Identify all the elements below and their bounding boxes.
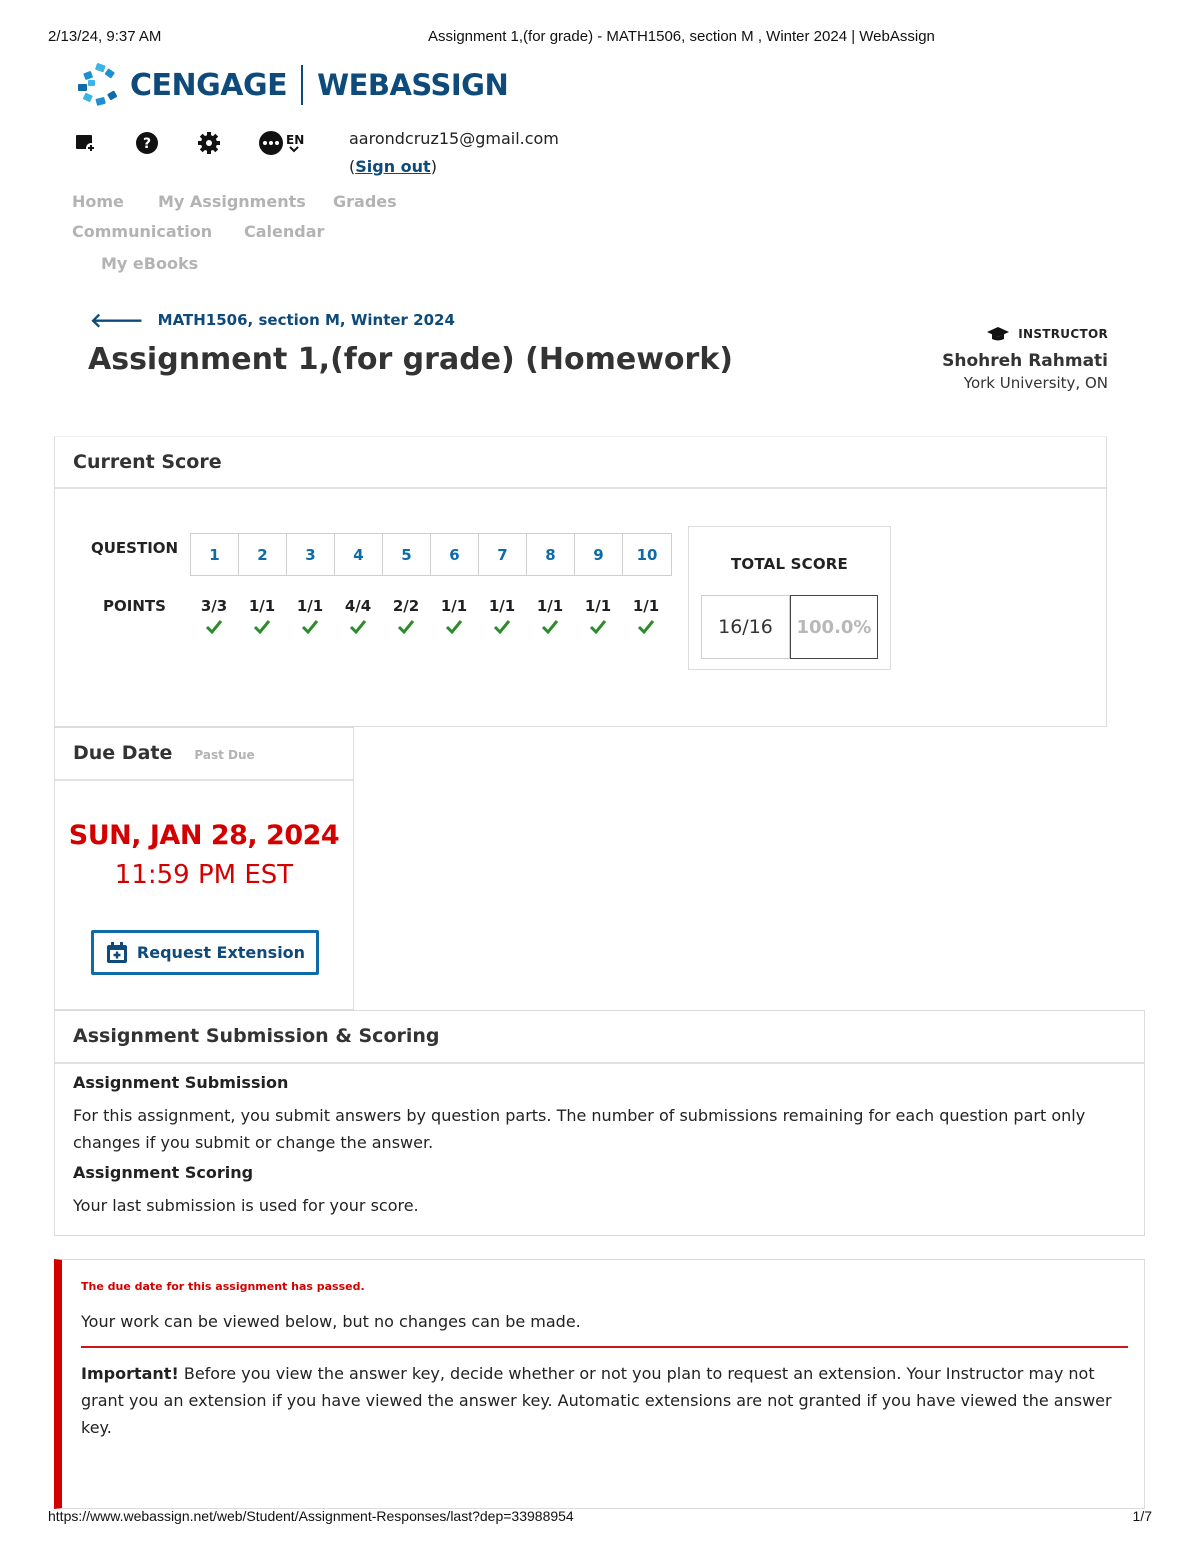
total-score-percent: 100.0%: [790, 595, 878, 659]
nav-home[interactable]: Home: [72, 192, 124, 211]
instructor-school: York University, ON: [963, 374, 1108, 392]
question-points-value: 1/1: [296, 597, 324, 615]
points-label: POINTS: [103, 597, 166, 615]
checkmark-icon: [349, 619, 367, 634]
print-url: https://www.webassign.net/web/Student/Assignment-Responses/last?dep=33988954: [48, 1508, 574, 1524]
checkmark-icon: [301, 619, 319, 634]
question-points-value: 1/1: [440, 597, 468, 615]
svg-text:?: ?: [142, 136, 152, 152]
language-selector[interactable]: [258, 130, 304, 156]
breadcrumb-course-label: MATH1506, section M, Winter 2024: [157, 311, 455, 329]
checkmark-icon: [253, 619, 271, 634]
nav-communication[interactable]: Communication: [72, 222, 213, 241]
language-code: EN: [286, 132, 305, 147]
submission-subheading: Assignment Submission: [73, 1073, 289, 1092]
checkmark-icon: [397, 619, 415, 634]
question-link[interactable]: 7: [479, 534, 527, 575]
cengage-webassign-logo[interactable]: [76, 62, 508, 108]
question-link[interactable]: 9: [575, 534, 623, 575]
question-points-cell: [622, 597, 670, 634]
total-score-label: TOTAL SCORE: [731, 555, 848, 573]
due-date-panel: [54, 727, 354, 1010]
arrow-left-icon: 🡐: [90, 308, 144, 332]
due-date-value: SUN, JAN 28, 2024: [68, 820, 340, 851]
question-points-cell: [430, 597, 478, 634]
due-date-heading: Due Date: [73, 742, 173, 764]
question-points-value: 4/4: [344, 597, 372, 615]
past-due-alert: [54, 1259, 1145, 1509]
question-link[interactable]: 10: [636, 545, 658, 564]
question-link[interactable]: 1: [191, 534, 239, 575]
print-document-title: Assignment 1,(for grade) - MATH1506, section M , Winter 2024 | WebAssign: [428, 28, 935, 45]
course-breadcrumb[interactable]: [90, 310, 455, 330]
nav-my-ebooks[interactable]: My eBooks: [101, 254, 199, 273]
user-account: aarondcruz15@gmail.com (Sign out): [349, 125, 559, 181]
utility-toolbar: [72, 130, 338, 156]
alert-due-passed-text: The due date for this assignment has passed.: [81, 1280, 365, 1293]
checkmark-icon: [589, 619, 607, 634]
submission-text: For this assignment, you submit answers by question parts. The number of submissions remaining for each question part only changes if you submit or change the answer.: [73, 1106, 1086, 1152]
question-links: [190, 533, 672, 576]
due-time-value: 11:59 PM EST: [114, 860, 294, 890]
print-datetime: 2/13/24, 9:37 AM: [48, 28, 162, 45]
messages-icon[interactable]: [72, 130, 98, 156]
graduation-cap-icon: [986, 326, 1010, 342]
checkmark-icon: [637, 619, 655, 634]
nav-calendar[interactable]: Calendar: [244, 222, 325, 241]
question-link[interactable]: 3: [287, 534, 335, 575]
scoring-text: Your last submission is used for your score.: [73, 1196, 419, 1215]
cengage-wordmark: CENGAGE: [130, 67, 288, 103]
question-points-cell: [190, 597, 238, 634]
nav-my-assignments[interactable]: My Assignments: [158, 192, 306, 211]
request-extension-label: Request Extension: [136, 943, 306, 962]
user-email: aarondcruz15@gmail.com: [349, 129, 559, 148]
important-label: Important!: [81, 1364, 179, 1383]
question-label: QUESTION: [91, 539, 179, 557]
question-link[interactable]: 4: [335, 534, 383, 575]
print-page-number: 1/7: [1132, 1508, 1152, 1524]
question-points: [190, 597, 670, 634]
current-score-heading: Current Score: [55, 437, 1106, 489]
checkmark-icon: [205, 619, 223, 634]
past-due-badge: Past Due: [194, 748, 255, 762]
question-points-cell: [286, 597, 334, 634]
sign-out-link[interactable]: Sign out: [355, 157, 431, 176]
webassign-wordmark: WEBASSIGN: [317, 68, 509, 102]
question-link[interactable]: 8: [527, 534, 575, 575]
question-link[interactable]: 5: [383, 534, 431, 575]
checkmark-icon: [445, 619, 463, 634]
language-icon: [258, 130, 284, 156]
cengage-logo-mark-icon: [76, 62, 124, 108]
question-points-cell: [574, 597, 622, 634]
checkmark-icon: [493, 619, 511, 634]
total-score-box: [688, 526, 891, 670]
instructor-name: Shohreh Rahmati: [942, 351, 1108, 371]
print-footer: [48, 1508, 1152, 1528]
question-points-value: 1/1: [632, 597, 660, 615]
question-points-value: 3/3: [200, 597, 228, 615]
nav-grades[interactable]: Grades: [333, 192, 397, 211]
page-title: Assignment 1,(for grade) (Homework): [88, 342, 733, 377]
question-points-cell: [334, 597, 382, 634]
calendar-plus-icon: [105, 941, 129, 965]
chevron-down-icon: [289, 146, 299, 153]
question-points-value: 2/2: [392, 597, 420, 615]
question-points-value: 1/1: [248, 597, 276, 615]
question-points-cell: [478, 597, 526, 634]
alert-important-text: [81, 1360, 1126, 1441]
question-link[interactable]: 6: [431, 534, 479, 575]
total-score-fraction: 16/16: [701, 595, 790, 659]
help-icon[interactable]: [134, 130, 160, 156]
settings-icon[interactable]: [196, 130, 222, 156]
important-message: Before you view the answer key, decide whether or not you plan to request an extension. Your Instructor may not grant you an extension if you have viewed the answer key. Automatic extensions are not granted if you have viewed the answer key.: [81, 1364, 1112, 1437]
question-points-value: 1/1: [536, 597, 564, 615]
scoring-subheading: Assignment Scoring: [73, 1163, 254, 1182]
instructor-label: INSTRUCTOR: [1018, 327, 1108, 341]
alert-divider: [81, 1346, 1128, 1348]
question-points-cell: [382, 597, 430, 634]
current-score-panel: [54, 436, 1107, 727]
question-points-value: 1/1: [488, 597, 516, 615]
question-points-value: 1/1: [584, 597, 612, 615]
print-header: [48, 28, 1152, 48]
question-points-cell: [526, 597, 574, 634]
question-link[interactable]: 2: [239, 534, 287, 575]
submission-scoring-heading: Assignment Submission & Scoring: [55, 1011, 1144, 1064]
submission-scoring-panel: [54, 1010, 1145, 1236]
checkmark-icon: [541, 619, 559, 634]
question-points-cell: [238, 597, 286, 634]
logo-divider: [301, 65, 303, 105]
request-extension-button[interactable]: [91, 930, 319, 975]
alert-view-only-text: Your work can be viewed below, but no changes can be made.: [81, 1312, 581, 1331]
instructor-info: [942, 326, 1108, 392]
